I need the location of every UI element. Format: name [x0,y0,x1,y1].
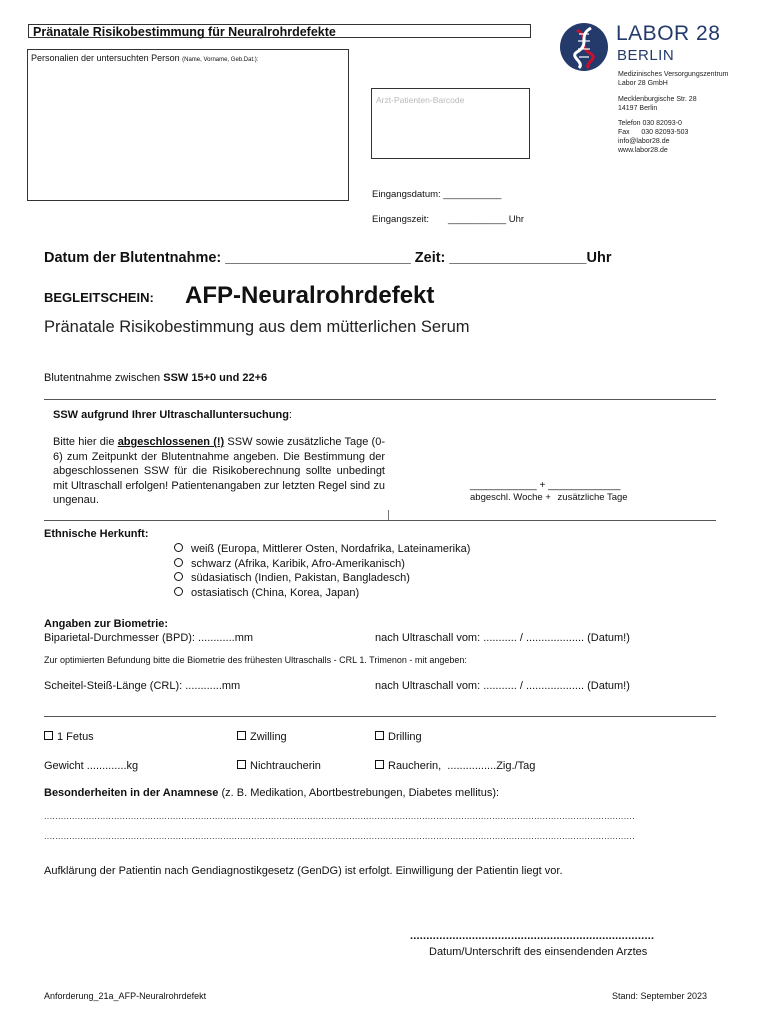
ethnic-options [174,542,470,600]
ssw-heading [53,409,292,421]
anamnese-heading-bold: Besonderheiten in der Anamnese [44,787,219,799]
labor28-logo-icon [559,22,609,72]
ssw-fill-line[interactable]: ____________ + _____________ [470,480,621,491]
mvz-line2: Labor 28 GmbH [618,80,668,87]
bpd-field[interactable]: Biparietal-Durchmesser (BPD): ............mm [44,632,254,644]
consent-text: Aufklärung der Patientin nach Gendiagnostikgesetz (GenDG) ist erfolgt. Einwilligung der Patientin liegt vor. [44,865,563,877]
ethnic-option[interactable] [174,557,470,572]
footer-version: Stand: September 2023 [612,991,708,1001]
ssw-text-2: SSW sowie zusätzliche Tage (0-6) zum Zeitpunkt der Blutentnahme angeben. Die Bestimmung der abgeschlossenen SSW für die Risikoberechnung sollte unbedingt mit Ultraschall erfolgen! Patientenangaben zur letzten Regel sind zu ungenau. [53,436,385,506]
phone: Telefon 030 82093-0 [618,120,682,127]
biometry-heading: Angaben zur Biometrie: [44,618,169,630]
email: info@labor28.de [618,138,670,145]
radio-icon[interactable] [174,572,183,581]
biometry-note: Zur optimierten Befundung bitte die Biometrie des frühesten Ultraschalls - CRL 1. Trimenon - mit angeben: [44,655,467,665]
signature-line[interactable]: ........................................................................... [410,930,655,942]
form-title: Pränatale Risikobestimmung für Neuralrohrdefekte [28,24,531,38]
radio-icon[interactable] [174,558,183,567]
signature-label: Datum/Unterschrift des einsendenden Arztes [429,946,648,958]
website: www.labor28.de [618,147,668,154]
personal-data-hint: (Name, Vorname, Geb.Dat.): [182,57,259,63]
checkbox-icon[interactable] [237,731,246,740]
checkbox-twin-label: Zwilling [250,731,287,743]
radio-icon[interactable] [174,543,183,552]
weight-field[interactable]: Gewicht .............kg [44,760,139,772]
crl-date-field[interactable]: nach Ultraschall vom: ........... / ................... (Datum!) [375,680,630,692]
ssw-week-label: abgeschl. Woche + [470,492,551,503]
ethnic-heading: Ethnische Herkunft: [44,528,149,540]
address-city: 14197 Berlin [618,105,658,112]
personal-data-box[interactable] [27,49,349,201]
checkbox-nonsmoker-label: Nichtraucherin [250,760,321,772]
address-street: Mecklenburgische Str. 28 [618,96,697,103]
ssw-instructions [53,435,385,508]
ethnic-option-label: schwarz (Afrika, Karibik, Afro-Amerikanisch) [191,557,405,570]
eingangsdatum-field[interactable]: Eingangsdatum: ___________ [372,189,502,200]
ssw-range [44,372,267,384]
mvz-line1: Medizinisches Versorgungszentrum [618,71,729,78]
checkbox-icon[interactable] [375,760,384,769]
checkbox-smoker[interactable] [375,760,535,772]
anamnese-line-1[interactable]: ................................................................................................................................................................................................................... [44,811,635,821]
anamnese-line-2[interactable]: ................................................................................................................................................................................................................... [44,831,635,841]
begleitschein-title: AFP-Neuralrohrdefekt [185,282,435,309]
divider-mid [44,520,716,521]
checkbox-fetus[interactable] [44,731,94,743]
crl-field[interactable]: Scheitel-Steiß-Länge (CRL): ............mm [44,680,241,692]
checkbox-triplet-label: Drilling [388,731,422,743]
bpd-date-field[interactable]: nach Ultraschall vom: ........... / ................... (Datum!) [375,632,630,644]
personal-data-label: Personalien der untersuchten Person [31,53,180,63]
brand-name: LABOR 28 [616,22,721,45]
checkbox-icon[interactable] [44,731,53,740]
radio-icon[interactable] [174,587,183,596]
ssw-range-value: SSW 15+0 und 22+6 [163,372,268,384]
ssw-text-1: Bitte hier die [53,436,118,448]
checkbox-smoker-label: Raucherin, ................Zig./Tag [388,760,536,772]
divider-top [44,399,716,400]
footer-document-id: Anforderung_21a_AFP-Neuralrohrdefekt [44,991,207,1001]
barcode-label: Arzt-Patienten-Barcode [376,95,465,105]
ethnic-option-label: südasiatisch (Indien, Pakistan, Bangladesch) [191,572,410,584]
ethnic-option-label: weiß (Europa, Mittlerer Osten, Nordafrika, Lateinamerika) [191,543,471,555]
checkbox-fetus-label: 1 Fetus [57,731,94,743]
anamnese-heading [44,787,499,799]
barcode-box [371,88,530,159]
brand-city: BERLIN [617,47,675,64]
ssw-range-prefix: Blutentnahme zwischen [44,372,164,384]
ssw-heading-colon: : [288,409,292,421]
checkbox-nonsmoker[interactable] [237,760,321,772]
ssw-text-underlined: abgeschlossenen (!) [117,436,225,448]
ssw-days-label: zusätzliche Tage [557,492,628,503]
eingangszeit-label: Eingangszeit: [372,214,430,225]
blood-sample-date-time[interactable]: Datum der Blutentnahme: _______________________ Zeit: _________________Uhr [44,250,612,266]
checkbox-icon[interactable] [237,760,246,769]
checkbox-twin[interactable] [237,731,287,743]
ssw-heading-text: SSW aufgrund Ihrer Ultraschalluntersuchung [53,409,289,421]
begleitschein-subtitle: Pränatale Risikobestimmung aus dem mütterlichen Serum [44,318,470,336]
checkbox-icon[interactable] [375,731,384,740]
checkbox-triplet[interactable] [375,731,422,743]
eingangszeit-field[interactable]: ___________ Uhr [448,214,525,225]
ethnic-option[interactable] [174,586,470,601]
divider-tick [388,510,389,520]
ethnic-option[interactable] [174,571,470,586]
ethnic-option[interactable] [174,542,470,557]
fax: Fax 030 82093-503 [618,129,689,136]
anamnese-heading-text: (z. B. Medikation, Abortbestrebungen, Diabetes mellitus): [218,787,500,799]
ssw-fill-area[interactable] [470,480,628,503]
ethnic-option-label: ostasiatisch (China, Korea, Japan) [191,586,360,599]
divider-bottom [44,716,716,717]
begleitschein-label: BEGLEITSCHEIN: [44,290,154,305]
